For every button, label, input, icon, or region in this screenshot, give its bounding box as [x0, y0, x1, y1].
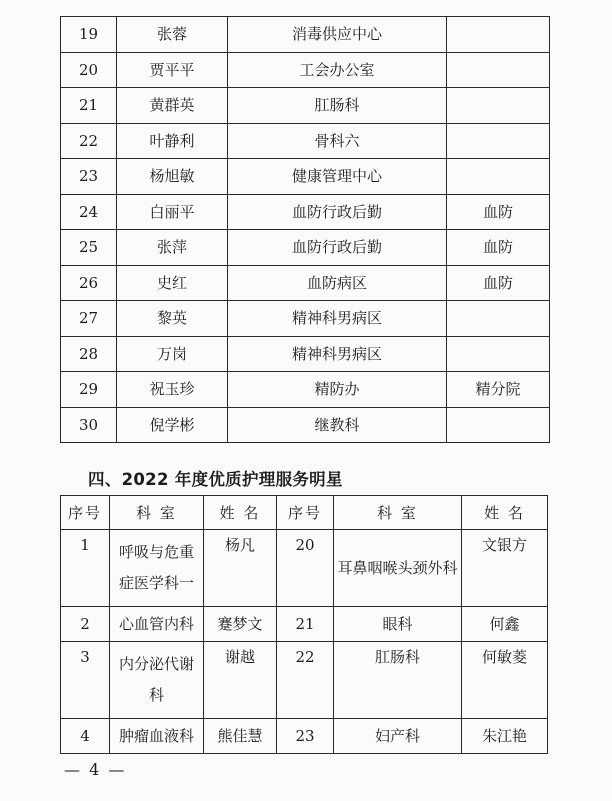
note	[447, 17, 550, 53]
note: 血防	[447, 230, 550, 266]
row-number: 19	[61, 17, 117, 53]
department: 健康管理中心	[228, 159, 447, 195]
note: 血防	[447, 265, 550, 301]
table-header-row	[61, 496, 548, 530]
department: 骨科六	[228, 123, 447, 159]
department: 消毒供应中心	[228, 17, 447, 53]
staff-name: 张萍	[117, 230, 228, 266]
table-row	[61, 194, 550, 230]
table-row	[61, 372, 550, 408]
row-number: 22	[61, 123, 117, 159]
table-row	[61, 17, 550, 53]
table-row	[61, 230, 550, 266]
table-row	[61, 336, 550, 372]
department: 精防办	[228, 372, 447, 408]
row-number: 1	[61, 530, 110, 607]
table-row	[61, 52, 550, 88]
staff-name: 史红	[117, 265, 228, 301]
staff-name: 蹇梦文	[204, 607, 277, 642]
table-row	[61, 88, 550, 124]
note	[447, 407, 550, 443]
row-number: 22	[277, 642, 334, 719]
department: 肛肠科	[334, 642, 462, 719]
staff-name: 朱江艳	[462, 719, 548, 754]
row-number: 4	[61, 719, 110, 754]
table-row	[61, 530, 548, 607]
section-title: 四、2022 年度优质护理服务明星	[88, 470, 343, 489]
staff-name: 贾平平	[117, 52, 228, 88]
note: 血防	[447, 194, 550, 230]
note: 精分院	[447, 372, 550, 408]
row-number: 2	[61, 607, 110, 642]
row-number: 23	[61, 159, 117, 195]
staff-name: 谢越	[204, 642, 277, 719]
staff-table-continued	[60, 16, 550, 443]
row-number: 21	[277, 607, 334, 642]
header-name: 姓 名	[462, 496, 548, 530]
department: 血防行政后勤	[228, 230, 447, 266]
row-number: 27	[61, 301, 117, 337]
row-number: 26	[61, 265, 117, 301]
row-number: 21	[61, 88, 117, 124]
header-department: 科 室	[334, 496, 462, 530]
department: 肿瘤血液科	[110, 719, 204, 754]
table-row	[61, 123, 550, 159]
staff-name: 倪学彬	[117, 407, 228, 443]
row-number: 23	[277, 719, 334, 754]
note	[447, 52, 550, 88]
department: 妇产科	[334, 719, 462, 754]
header-department: 科 室	[110, 496, 204, 530]
department: 耳鼻咽喉头颈外科	[334, 530, 462, 607]
staff-name: 文银方	[462, 530, 548, 607]
header-name: 姓 名	[204, 496, 277, 530]
note	[447, 301, 550, 337]
staff-name: 黄群英	[117, 88, 228, 124]
department: 内分泌代谢科	[110, 642, 204, 719]
row-number: 20	[277, 530, 334, 607]
department: 精神科男病区	[228, 336, 447, 372]
header-number: 序号	[277, 496, 334, 530]
table-row	[61, 159, 550, 195]
staff-name: 黎英	[117, 301, 228, 337]
row-number: 28	[61, 336, 117, 372]
department: 呼吸与危重症医学科一	[110, 530, 204, 607]
table-row	[61, 265, 550, 301]
note	[447, 336, 550, 372]
row-number: 20	[61, 52, 117, 88]
table-row	[61, 301, 550, 337]
nursing-star-table	[60, 495, 548, 754]
staff-name: 张蓉	[117, 17, 228, 53]
department: 继教科	[228, 407, 447, 443]
row-number: 24	[61, 194, 117, 230]
staff-name: 何鑫	[462, 607, 548, 642]
table-row	[61, 642, 548, 719]
table-row	[61, 719, 548, 754]
staff-name: 叶静利	[117, 123, 228, 159]
department: 肛肠科	[228, 88, 447, 124]
department: 心血管内科	[110, 607, 204, 642]
note	[447, 159, 550, 195]
note	[447, 123, 550, 159]
staff-name: 祝玉珍	[117, 372, 228, 408]
department: 工会办公室	[228, 52, 447, 88]
staff-name: 万岗	[117, 336, 228, 372]
staff-name: 何敏菱	[462, 642, 548, 719]
row-number: 25	[61, 230, 117, 266]
staff-name: 熊佳慧	[204, 719, 277, 754]
department: 精神科男病区	[228, 301, 447, 337]
table-row	[61, 607, 548, 642]
department: 血防病区	[228, 265, 447, 301]
staff-name: 白丽平	[117, 194, 228, 230]
staff-name: 杨旭敏	[117, 159, 228, 195]
department: 血防行政后勤	[228, 194, 447, 230]
department: 眼科	[334, 607, 462, 642]
table-row	[61, 407, 550, 443]
page-number: — 4 —	[64, 760, 127, 779]
row-number: 30	[61, 407, 117, 443]
staff-name: 杨凡	[204, 530, 277, 607]
row-number: 29	[61, 372, 117, 408]
note	[447, 88, 550, 124]
row-number: 3	[61, 642, 110, 719]
header-number: 序号	[61, 496, 110, 530]
